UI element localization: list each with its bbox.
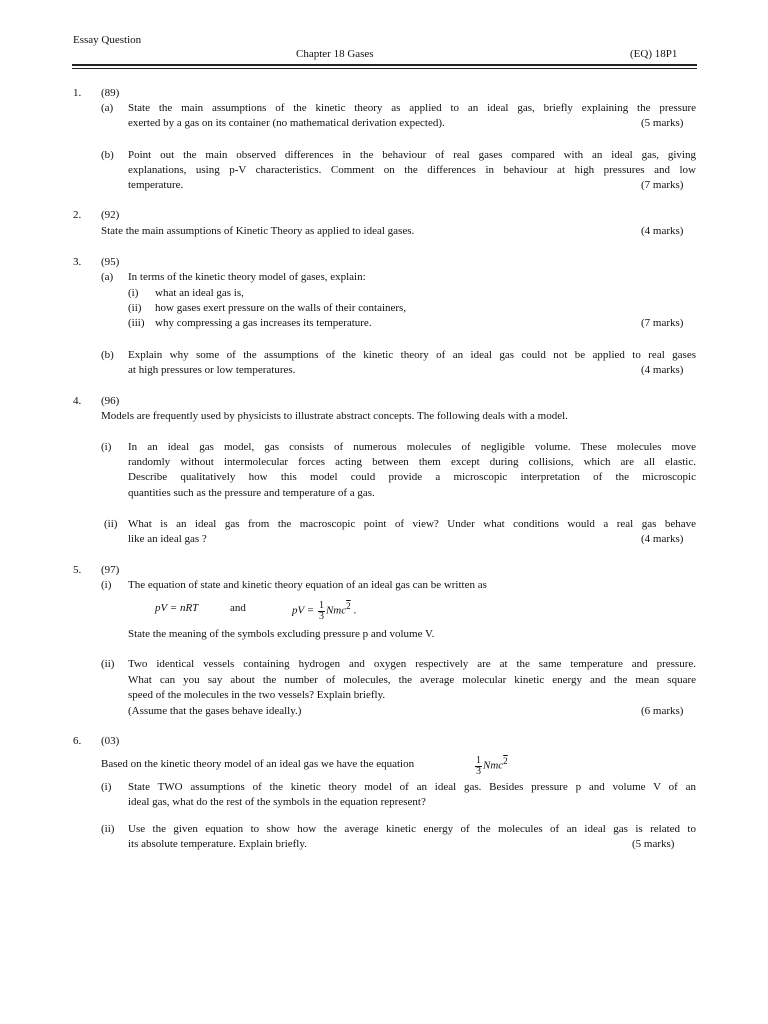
- q1b-line-1: Point out the main observed differences in the behaviour of real gases compared with an ideal gas, giving: [128, 149, 696, 161]
- q4-ii-line-1: What is an ideal gas from the macroscopic point of view? Under what conditions would a real gas behave: [128, 518, 696, 530]
- q2-year: (92): [101, 209, 120, 221]
- q4-number: 4.: [73, 395, 82, 407]
- q3a-ii-text: how gases exert pressure on the walls of their containers,: [155, 302, 407, 314]
- q6-i-label: (i): [101, 781, 112, 793]
- q4-i-line-2: randomly without intermolecular forces acting between them except during collisions, which are all elastic.: [128, 456, 696, 468]
- q6-eq-rhs: Nmc: [483, 759, 504, 772]
- q6-fraction: [475, 756, 482, 777]
- q6-ii-marks: (5 marks): [632, 838, 675, 850]
- q3a-i-label: (i): [128, 287, 139, 299]
- q5-eq2-end: .: [353, 604, 357, 617]
- q1b-marks: (7 marks): [641, 179, 684, 191]
- q4-i-line-1: In an ideal gas model, gas consists of numerous molecules of negligible volume. These molecules move: [128, 441, 696, 453]
- q5-eq2-lhs: pV =: [292, 604, 315, 617]
- q1-number: 1.: [73, 87, 82, 99]
- q5-eq2-exp: 2: [346, 601, 351, 611]
- q5-and: and: [230, 602, 246, 614]
- header-left: Essay Question: [73, 34, 142, 46]
- q3a-iii-text: why compressing a gas increases its temperature.: [155, 317, 372, 329]
- q5-frac-num: 1: [318, 599, 324, 611]
- q3-year: (95): [101, 256, 120, 268]
- header-center: Chapter 18 Gases: [296, 48, 374, 60]
- q6-i-line-1: State TWO assumptions of the kinetic theory model of an ideal gas. Besides pressure p and volume V of an: [128, 781, 696, 793]
- q1b-label: (b): [101, 149, 114, 161]
- q4-i-label: (i): [101, 441, 112, 453]
- q1a-line-1: State the main assumptions of the kinetic theory as applied to an ideal gas, briefly explaining the pressure: [128, 102, 696, 114]
- header-rule-thick: [72, 64, 697, 66]
- q3a-i-text: what an ideal gas is,: [155, 287, 244, 299]
- q5-year: (97): [101, 564, 120, 576]
- q5-eq2-fraction: [318, 601, 325, 622]
- q6-frac-num: 1: [476, 754, 481, 766]
- q6-frac-den: 3: [476, 765, 481, 777]
- q3b-line-2: at high pressures or low temperatures.: [128, 364, 296, 376]
- q5-ii-line-1: Two identical vessels containing hydrogen and oxygen respectively are at the same temperature and pressure.: [128, 658, 696, 670]
- q3b-marks: (4 marks): [641, 364, 684, 376]
- q1a-line-2: exerted by a gas on its container (no mathematical derivation expected).: [128, 117, 445, 129]
- q4-ii-marks: (4 marks): [641, 533, 684, 545]
- q3a-iii-label: (iii): [128, 317, 145, 329]
- q3-number: 3.: [73, 256, 82, 268]
- q5-eq1: [155, 601, 198, 616]
- q3a-intro: In terms of the kinetic theory model of gases, explain:: [128, 271, 366, 283]
- q5-ii-line-2: What can you say about the number of molecules, the average molecular kinetic energy and the mean square: [128, 674, 696, 686]
- q4-ii-label: (ii): [104, 518, 118, 530]
- q5-i-line-1: The equation of state and kinetic theory equation of an ideal gas can be written as: [128, 579, 487, 591]
- q5-ii-label: (ii): [101, 658, 115, 670]
- q1-year: (89): [101, 87, 120, 99]
- q5-ii-marks: (6 marks): [641, 705, 684, 717]
- q6-ii-line-1: Use the given equation to show how the average kinetic energy of the molecules of an ideal gas is related to: [128, 823, 696, 835]
- q3b-line-1: Explain why some of the assumptions of the kinetic theory of an ideal gas could not be applied to real gases: [128, 349, 696, 361]
- q5-frac-den: 3: [318, 610, 324, 622]
- q1a-label: (a): [101, 102, 114, 114]
- q3a-label: (a): [101, 271, 114, 283]
- q5-i-line-2: State the meaning of the symbols excluding pressure p and volume V.: [128, 628, 435, 640]
- q5-number: 5.: [73, 564, 82, 576]
- q5-i-label: (i): [101, 579, 112, 591]
- q2-marks: (4 marks): [641, 225, 684, 237]
- q5-eq1-text: pV = nRT: [155, 602, 199, 614]
- q5-ii-line-3: speed of the molecules in the two vessels? Explain briefly.: [128, 689, 386, 701]
- header-rule-thin: [72, 68, 697, 69]
- q6-intro: Based on the kinetic theory model of an ideal gas we have the equation: [101, 758, 415, 770]
- q6-i-line-2: ideal gas, what do the rest of the symbols in the equation represent?: [128, 796, 426, 808]
- q1a-marks: (5 marks): [641, 117, 684, 129]
- q1b-line-3: temperature.: [128, 179, 184, 191]
- q6-equation: [474, 751, 508, 777]
- q5-eq2-rhs: Nmc: [325, 604, 347, 617]
- q1b-line-2: explanations, using p-V characteristics. Comment on the differences in behaviour at high pressures and low: [128, 164, 696, 176]
- q2-text: State the main assumptions of Kinetic Theory as applied to ideal gases.: [101, 225, 415, 237]
- q4-i-line-4: quantities such as the pressure and temperature of a gas.: [128, 487, 375, 499]
- q3a-marks: (7 marks): [641, 317, 684, 329]
- q6-year: (03): [101, 735, 120, 747]
- q4-year: (96): [101, 395, 120, 407]
- q5-ii-line-4: (Assume that the gases behave ideally.): [128, 705, 302, 717]
- q3b-label: (b): [101, 349, 114, 361]
- q6-ii-label: (ii): [101, 823, 115, 835]
- q4-intro: Models are frequently used by physicists to illustrate abstract concepts. The following deals with a model.: [101, 410, 568, 422]
- q5-eq2: [292, 596, 356, 622]
- q3a-ii-label: (ii): [128, 302, 142, 314]
- q6-eq-exp: 2: [503, 756, 508, 766]
- q6-ii-line-2: its absolute temperature. Explain briefly.: [128, 838, 307, 850]
- q6-number: 6.: [73, 735, 82, 747]
- header-right: (EQ) 18P1: [630, 48, 678, 60]
- q4-i-line-3: Describe qualitatively how this model could provide a microscopic interpretation of the microscopic: [128, 471, 696, 483]
- q4-ii-line-2: like an ideal gas ?: [128, 533, 207, 545]
- q2-number: 2.: [73, 209, 82, 221]
